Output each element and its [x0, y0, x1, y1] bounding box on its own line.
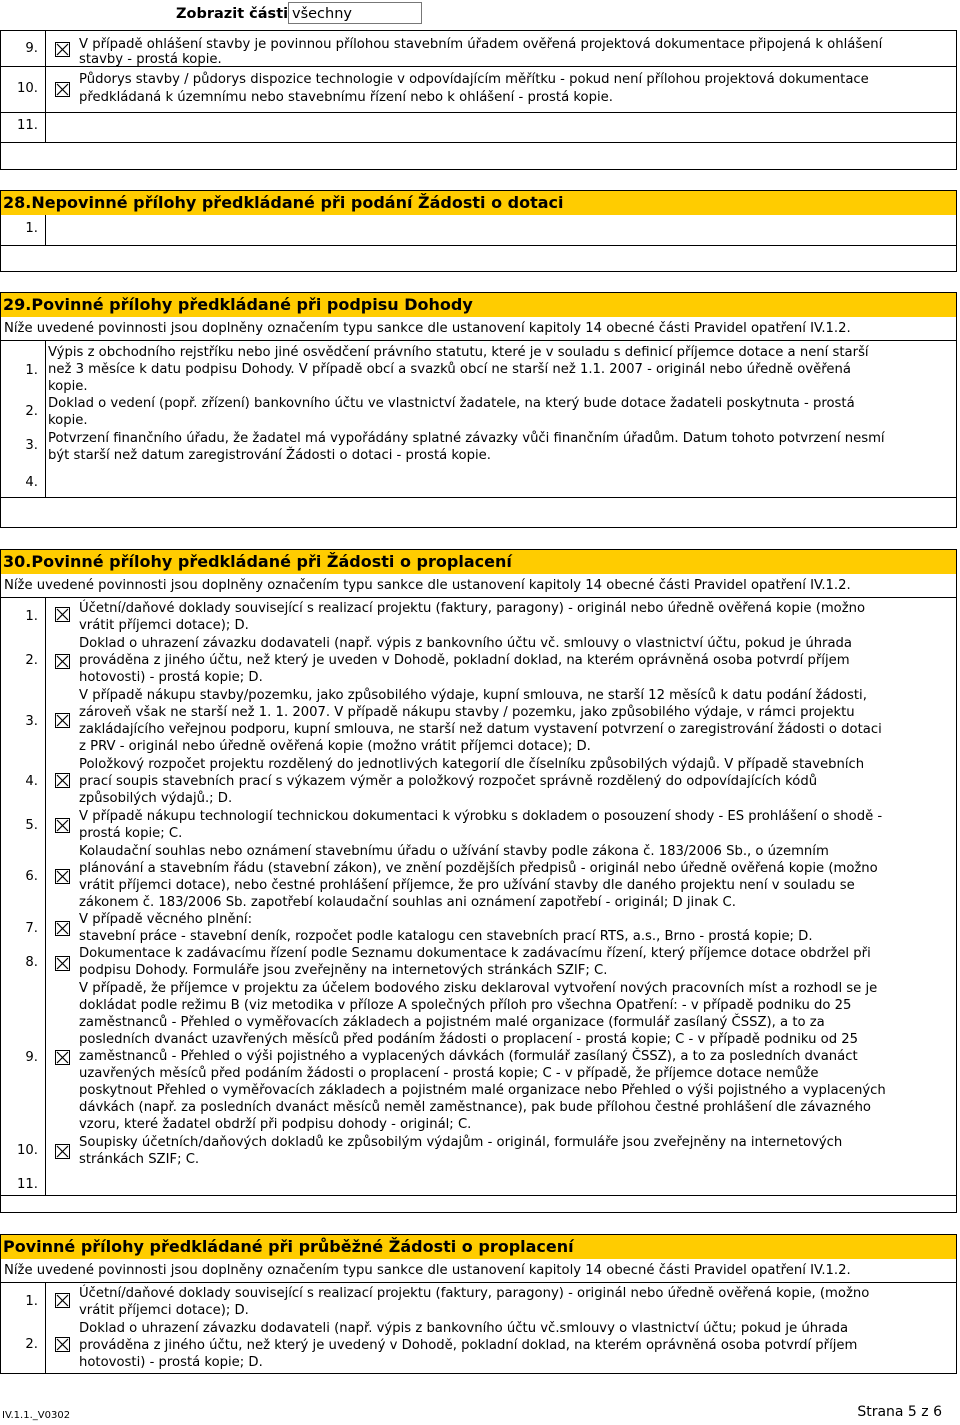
- checkbox-checked-icon[interactable]: [55, 1293, 70, 1308]
- item-number: 3.: [25, 438, 38, 453]
- attachment-text: stránkách SZIF; C.: [79, 1152, 200, 1167]
- attachment-text: hotovosti) - prostá kopie; D.: [79, 1355, 263, 1370]
- attachment-text: zákonem č. 183/2006 Sb. zapotřebí kolaudační souhlas ani oznámení zapotřebí - originál; D jinak C.: [79, 895, 736, 910]
- attachment-text: být starší než datum zaregistrování Žádosti o dotaci - prostá kopie.: [48, 448, 491, 463]
- section-30-title: 30.Povinné přílohy předkládané při Žádosti o proplacení: [1, 550, 956, 574]
- item-number: 4.: [25, 774, 38, 789]
- attachment-text: Účetní/daňové doklady související s realizací projektu (faktury, paragony) - originál nebo úředně ověřená kopie, (možno: [79, 1286, 870, 1301]
- sanction-note: Níže uvedené povinnosti jsou doplněny označením typu sankce dle ustanovení kapitoly 14 obecné části Pravidel opatření IV.1.2.: [4, 578, 851, 593]
- attachment-text: vrátit příjemci dotace); D.: [79, 618, 249, 633]
- item-number: 10.: [17, 81, 38, 96]
- attachment-text: uzavřených měsíců před podáním žádosti o proplacení - prostá kopie; C - v případě, že příjemce dotace nemůže: [79, 1066, 819, 1081]
- item-number: 1.: [25, 221, 38, 236]
- section-28-title: 28.Nepovinné přílohy předkládané při podání Žádosti o dotaci: [1, 191, 956, 215]
- section-interim-title: Povinné přílohy předkládané při průběžné Žádosti o proplacení: [1, 1235, 956, 1259]
- item-number: 1.: [25, 609, 38, 624]
- item-number: 4.: [25, 475, 38, 490]
- attachment-text: prostá kopie; C.: [79, 826, 183, 841]
- checkbox-checked-icon[interactable]: [55, 1144, 70, 1159]
- attachment-text: Výpis z obchodního rejstříku nebo jiné osvědčení právního statutu, které je v souladu s definicí příjemce dotace a není starší: [48, 345, 869, 360]
- attachment-text: stavební práce - stavební deník, rozpočet podle katalogu cen stavebních prací RTS, a.s., Brno - prostá kopie; D.: [79, 929, 813, 944]
- attachment-text: V případě ohlášení stavby je povinnou přílohou stavebním úřadem ověřená projektová dokumentace připojená k ohlášení: [79, 37, 883, 52]
- attachment-text: dokládat podle režimu B (viz metodika v příloze A společných příloh pro všechna Opatření: - v případě podniku do 25: [79, 998, 852, 1013]
- attachment-text: vrátit příjemci dotace), nebo čestné prohlášení příjemce, že pro užívání stavby dle daného projektu není v souladu se: [79, 878, 855, 893]
- checkbox-checked-icon[interactable]: [55, 1337, 70, 1352]
- attachment-text: Kolaudační souhlas nebo oznámení stavebnímu úřadu o užívání stavby podle zákona č. 183/2006 Sb., o územním: [79, 844, 829, 859]
- item-number: 11.: [17, 118, 38, 133]
- attachment-text: Soupisky účetních/daňových dokladů ke způsobilým výdajům - originál, formuláře jsou zveřejněny na internetových: [79, 1135, 843, 1150]
- checkbox-checked-icon[interactable]: [55, 654, 70, 669]
- item-number: 2.: [25, 653, 38, 668]
- attachment-text: Potvrzení finančního úřadu, že žadatel má vypořádány splatné závazky vůči finančním úřadům. Datum tohoto potvrzení nesmí: [48, 431, 885, 446]
- checkbox-checked-icon[interactable]: [55, 773, 70, 788]
- attachment-text: V případě nákupu stavby/pozemku, jako způsobilého výdaje, kupní smlouva, ne starší 12 měsíců k datu podání žádosti,: [79, 688, 867, 703]
- item-number: 9.: [25, 1050, 38, 1065]
- item-number: 2.: [25, 404, 38, 419]
- attachment-text: Účetní/daňové doklady související s realizací projektu (faktury, paragony) - originál nebo úředně ověřená kopie (možno: [79, 601, 866, 616]
- attachment-text: dávkách (např. za posledních dvanáct měsíců neměl zaměstnance), pak bude přílohou čestné prohlášení dle závazného: [79, 1100, 871, 1115]
- sanction-note: Níže uvedené povinnosti jsou doplněny označením typu sankce dle ustanovení kapitoly 14 obecné části Pravidel opatření IV.1.2.: [4, 1263, 851, 1278]
- attachment-text: Doklad o uhrazení závazku dodavateli (např. výpis z bankovního účtu vč.smlouvy o vlastnictví účtu; pokud je úhrada: [79, 1321, 849, 1336]
- item-number: 5.: [25, 818, 38, 833]
- checkbox-checked-icon[interactable]: [55, 921, 70, 936]
- item-number: 6.: [25, 869, 38, 884]
- attachment-text: stavby - prostá kopie.: [79, 52, 222, 67]
- attachment-text: plánování a stavebním řádu (stavební zákon), ve znění pozdějších předpisů - originál nebo úředně ověřená kopie (možno: [79, 861, 878, 876]
- checkbox-checked-icon[interactable]: [55, 713, 70, 728]
- attachment-text: Doklad o uhrazení závazku dodavateli (např. výpis z bankovního účtu vč. smlouvy o vlastnictví účtu, pokud je úhrada: [79, 636, 853, 651]
- attachment-text: V případě, že příjemce v projektu za účelem bodového zisku deklaroval vytvoření nových pracovních míst a rozhodl se je: [79, 981, 878, 996]
- attachment-text: z PRV - originál nebo úředně ověřená kopie (možno vrátit příjemci dotace); D.: [79, 739, 591, 754]
- document-code: IV.1.1._V0302: [2, 1410, 71, 1421]
- attachment-text: V případě věcného plnění:: [79, 912, 253, 927]
- attachment-text: posledních dvanáct uzavřených měsíců před podáním žádosti o proplacení - prostá kopie; C - v případě podniku od 25: [79, 1032, 859, 1047]
- attachment-text: kopie.: [48, 379, 88, 394]
- item-number: 2.: [25, 1337, 38, 1352]
- checkbox-checked-icon[interactable]: [55, 956, 70, 971]
- item-number: 11.: [17, 1177, 38, 1192]
- item-number: 1.: [25, 363, 38, 378]
- checkbox-checked-icon[interactable]: [55, 42, 70, 57]
- attachment-text: způsobilých výdajů.; D.: [79, 791, 233, 806]
- item-number: 8.: [25, 955, 38, 970]
- attachment-text: prováděna z jiného účtu, než který je uvedený v Dohodě, pokladní doklad, na kterém oprávněná osoba potvrdí příjem: [79, 1338, 858, 1353]
- filter-label: Zobrazit části: [176, 6, 289, 22]
- item-number: 7.: [25, 921, 38, 936]
- checkbox-checked-icon[interactable]: [55, 82, 70, 97]
- parts-filter-select[interactable]: všechny: [288, 2, 422, 24]
- page-number: Strana 5 z 6: [857, 1404, 942, 1420]
- attachment-text: hotovosti) - prostá kopie; D.: [79, 670, 263, 685]
- attachment-text: poskytnout Přehled o vyměřovacích základech a pojistném malé organizace nebo Přehled o výši pojistného a vyplacených: [79, 1083, 886, 1098]
- attachment-text: V případě nákupu technologií technickou dokumentaci k výrobku s dokladem o posouzení shody - ES prohlášení o shodě -: [79, 809, 883, 824]
- attachment-text: zaměstnanců - Přehled o výši pojistného a vyplacených dávkách (formulář zasílaný ČSSZ), a to za posledních dvanáct: [79, 1049, 858, 1064]
- attachment-text: prací soupis stavebních prací s výkazem výměr a položkový rozpočet správně rozdělený do odpovídajících kódů: [79, 774, 818, 789]
- attachment-text: zároveň však ne starší než 1. 1. 2007. V případě nákupu stavby / pozemku, jako způsobilého výdaje, v rámci projektu: [79, 705, 855, 720]
- item-number: 1.: [25, 1294, 38, 1309]
- item-number: 3.: [25, 714, 38, 729]
- attachment-text: předkládaná k územnímu nebo stavebnímu řízení nebo k ohlášení - prostá kopie.: [79, 90, 613, 105]
- attachment-text: vzoru, které žadatel obdrží při podpisu dohody - originál; C.: [79, 1117, 472, 1132]
- attachment-text: prováděna z jiného účtu, než který je uveden v Dohodě, pokladní doklad, na kterém oprávněná osoba potvrdí příjem: [79, 653, 850, 668]
- attachment-text: zakládajícího veřejnou podporu, kupní smlouva, ne starší než datum vystavení potvrzení o zaregistrování žádosti o dotaci: [79, 722, 882, 737]
- attachment-text: Půdorys stavby / půdorys dispozice technologie v odpovídajícím měřítku - pokud není přílohou projektová dokumentace: [79, 72, 869, 87]
- item-number: 10.: [17, 1143, 38, 1158]
- attachment-text: vrátit příjemci dotace); D.: [79, 1303, 249, 1318]
- attachment-text: podpisu Dohody. Formuláře jsou zveřejněny na internetových stránkách SZIF; C.: [79, 963, 608, 978]
- checkbox-checked-icon[interactable]: [55, 1050, 70, 1065]
- checkbox-checked-icon[interactable]: [55, 607, 70, 622]
- checkbox-checked-icon[interactable]: [55, 818, 70, 833]
- attachment-text: než 3 měsíce k datu podpisu Dohody. V případě obcí a svazků obcí ne starší než 1.1. 2007 - originál nebo úředně ověřená: [48, 362, 851, 377]
- attachment-text: Dokumentace k zadávacímu řízení podle Seznamu dokumentace k zadávacímu řízení, který příjemce dotace obdržel při: [79, 946, 871, 961]
- attachment-text: Položkový rozpočet projektu rozdělený do jednotlivých kategorií dle číselníku způsobilých výdajů. V případě stavebních: [79, 757, 865, 772]
- attachment-text: Doklad o vedení (popř. zřízení) bankovního účtu ve vlastnictví žadatele, na který bude dotace žadateli poskytnuta - prostá: [48, 396, 855, 411]
- section-29-title: 29.Povinné přílohy předkládané při podpisu Dohody: [1, 293, 956, 317]
- attachment-text: kopie.: [48, 413, 88, 428]
- attachment-text: zaměstnanců - Přehled o vyměřovacích základech a pojistném malé organizace (formulář zasílaný ČSSZ), a to za: [79, 1015, 825, 1030]
- sanction-note: Níže uvedené povinnosti jsou doplněny označením typu sankce dle ustanovení kapitoly 14 obecné části Pravidel opatření IV.1.2.: [4, 321, 851, 336]
- item-number: 9.: [25, 41, 38, 56]
- checkbox-checked-icon[interactable]: [55, 869, 70, 884]
